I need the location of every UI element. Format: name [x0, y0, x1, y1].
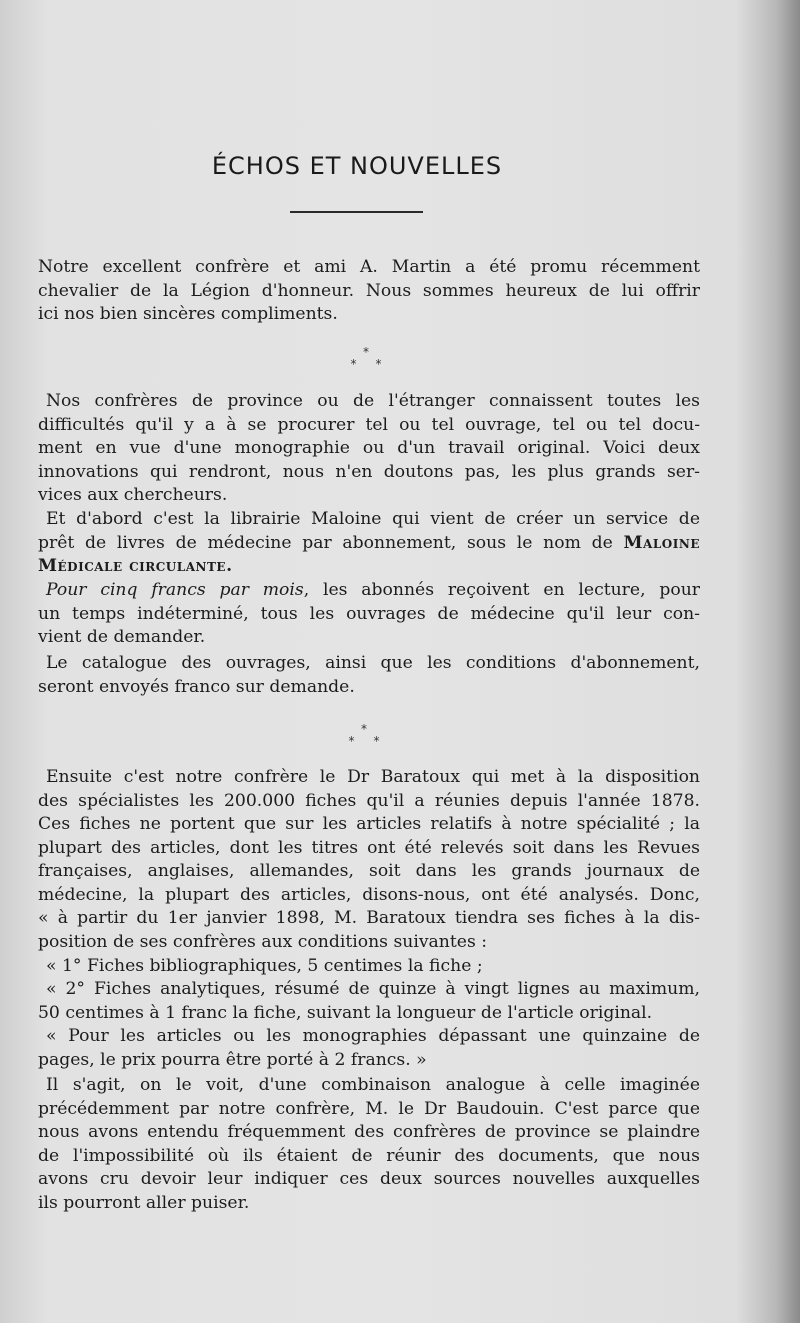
- text-line: Notre excellent confrère et ami A. Martin a été promu récemment: [38, 257, 700, 277]
- star-mark: *: [361, 722, 367, 736]
- paragraph-fee-bibliographic: [38, 955, 700, 979]
- star-mark: *: [375, 357, 382, 371]
- text-line: position de ses confrères aux conditions suivantes :: [38, 931, 488, 952]
- text-line: françaises, anglaises, allemandes, soit dans les grands journaux de: [38, 861, 700, 881]
- text-line: vient de demander.: [38, 627, 206, 647]
- text-line: Il s'agit, on le voit, d'une combinaison analogue à celle imaginée: [46, 1075, 700, 1095]
- text-fragment: Maloine: [623, 532, 700, 553]
- star-mark: *: [348, 734, 355, 748]
- paragraph-baratoux: [38, 766, 700, 954]
- text-fragment: Médicale circulante.: [38, 556, 233, 576]
- paragraph-conclusion: [38, 1074, 700, 1215]
- text-line: précédemment par notre confrère, M. le Dr Baudouin. C'est parce que: [38, 1098, 700, 1119]
- text-line: difficultés qu'il y a à se procurer tel ou tel ouvrage, tel ou tel docu-: [38, 414, 700, 435]
- title-rule: [290, 211, 423, 213]
- paragraph-price: [38, 579, 700, 650]
- text-line: ment en vue d'une monographie ou d'un travail original. Voici deux: [38, 438, 700, 458]
- text-fragment: Pour cinq francs par mois: [46, 580, 304, 600]
- text-line: ils pourront aller puiser.: [38, 1192, 250, 1213]
- star-mark: *: [363, 345, 369, 359]
- section-separator: [334, 723, 394, 747]
- paragraph-maloine: [38, 508, 700, 579]
- star-mark: *: [350, 357, 357, 371]
- text-line: pages, le prix pourra être porté à 2 francs. »: [38, 1049, 427, 1070]
- text-line: « 1° Fiches bibliographiques, 5 centimes la fiche ;: [46, 956, 483, 976]
- star-mark: *: [373, 734, 380, 748]
- text-line: [38, 532, 700, 556]
- text-line: nous avons entendu fréquemment des confrères de province se plaindre: [38, 1122, 700, 1142]
- text-line: médecine, la plupart des articles, disons-nous, ont été analysés. Donc,: [38, 884, 700, 905]
- text-line: avons cru devoir leur indiquer ces deux sources nouvelles auxquelles: [38, 1169, 700, 1189]
- paragraph-fee-analytic: [38, 978, 700, 1025]
- text-line: « 2° Fiches analytiques, résumé de quinze à vingt lignes au maximum,: [46, 979, 700, 999]
- text-line: un temps indéterminé, tous les ouvrages de médecine qu'il leur con-: [38, 603, 700, 624]
- text-line: seront envoyés franco sur demande.: [38, 676, 355, 697]
- text-line: Nos confrères de province ou de l'étranger connaissent toutes les: [46, 391, 700, 411]
- text-line: Ensuite c'est notre confrère le Dr Baratoux qui met à la disposition: [46, 767, 700, 787]
- text-line: Ces fiches ne portent que sur les articles relatifs à notre spécialité ; la: [38, 814, 700, 834]
- text-line: de l'impossibilité où ils étaient de réunir des documents, que nous: [38, 1145, 700, 1166]
- text-line: Le catalogue des ouvrages, ainsi que les conditions d'abonnement,: [46, 653, 700, 673]
- paragraph-catalogue: [38, 652, 700, 699]
- paragraph-fee-monographs: [38, 1025, 700, 1072]
- text-line: chevalier de la Légion d'honneur. Nous sommes heureux de lui offrir: [38, 280, 700, 301]
- paragraph-difficulties: [38, 390, 700, 508]
- text-line: Et d'abord c'est la librairie Maloine qui vient de créer un service de: [46, 509, 700, 529]
- text-line: innovations qui rendront, nous n'en doutons pas, les plus grands ser-: [38, 461, 700, 482]
- text-fragment: , les abonnés reçoivent en lecture, pour: [303, 580, 700, 600]
- text-line: des spécialistes les 200.000 fiches qu'il a réunies depuis l'année 1878.: [38, 790, 700, 811]
- text-line: plupart des articles, dont les titres ont été relevés soit dans les Revues: [38, 837, 700, 858]
- text-line: ici nos bien sincères compliments.: [38, 304, 338, 324]
- text-line: [38, 579, 700, 603]
- paragraph-promotion: [38, 256, 700, 327]
- page-title: ÉCHOS ET NOUVELLES: [211, 152, 503, 180]
- text-line: « à partir du 1er janvier 1898, M. Baratoux tiendra ses fiches à la dis-: [38, 908, 700, 928]
- text-line: « Pour les articles ou les monographies dépassant une quinzaine de: [46, 1026, 700, 1046]
- text-line: vices aux chercheurs.: [38, 485, 228, 505]
- text-line: 50 centimes à 1 franc la fiche, suivant la longueur de l'article original.: [38, 1002, 653, 1023]
- text-fragment: prêt de livres de médecine par abonnement, sous le nom de: [38, 532, 624, 553]
- section-separator: [336, 346, 396, 370]
- text-line: [38, 555, 700, 579]
